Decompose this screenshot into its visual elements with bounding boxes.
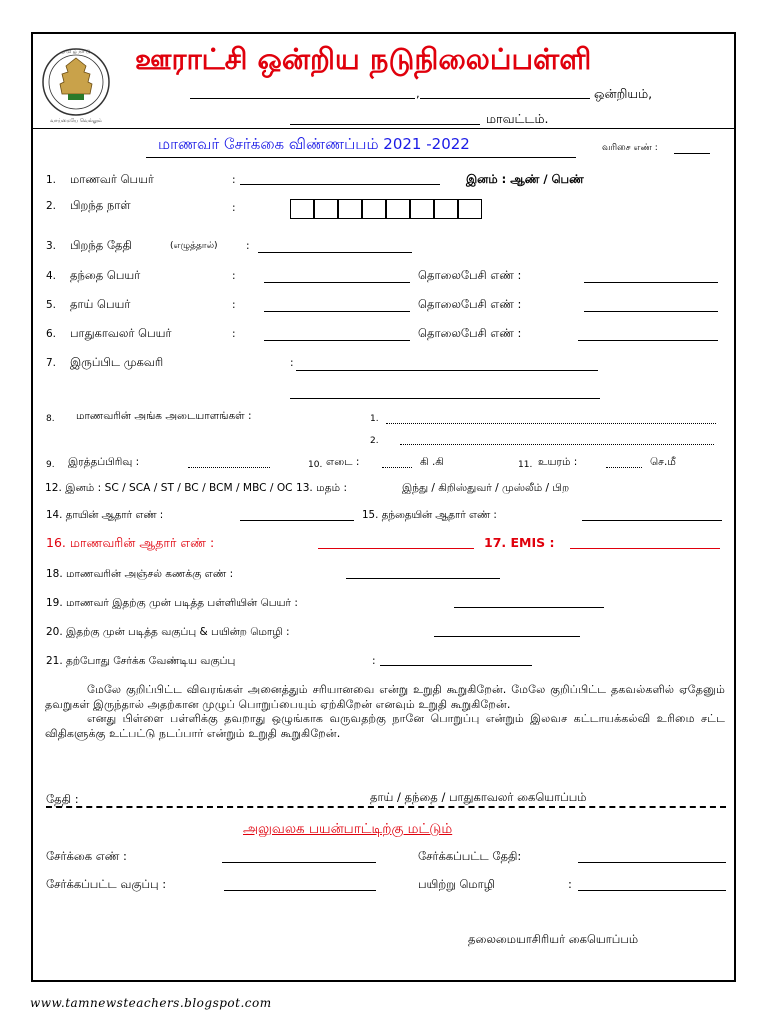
class-to-admit-label: 21. தற்போது சேர்க்க வேண்டிய வகுப்பு — [46, 655, 236, 667]
address-line-1[interactable] — [296, 370, 598, 371]
father-phone-field[interactable] — [584, 282, 718, 283]
identification-mark-2-field[interactable] — [400, 444, 714, 445]
address-label: இருப்பிட முகவரி — [70, 355, 164, 369]
declaration — [45, 683, 725, 741]
blood-group-field[interactable] — [188, 467, 270, 468]
previous-school-label: 19. மாணவர் இதற்கு முன் படித்த பள்ளியின் பெயர் : — [46, 597, 298, 609]
weight-label: எடை : — [326, 456, 360, 468]
father-aadhaar-field[interactable] — [582, 520, 722, 521]
medium-label: பயிற்று மொழி — [418, 877, 495, 891]
admitted-class-label: சேர்க்கப்பட்ட வகுப்பு : — [46, 877, 167, 891]
student-aadhaar-field[interactable] — [318, 548, 474, 549]
declaration-paragraph-2: எனது பிள்ளை பள்ளிக்கு தவறாது ஒழுங்காக வருவதற்கு நானே பொறுப்பு என்றும் இலவச கட்டாயக்கல்வி உரிமை சட்ட விதிகளுக்கு உட்பட்டு நடப்பார் என்றும் உறுதி கூறுகிறேன். — [45, 712, 725, 740]
father-name-field[interactable] — [264, 282, 410, 283]
date-label: தேதி : — [46, 792, 79, 806]
form-title: மாணவர் சேர்க்கை விண்ணப்பம் 2021 -2022 — [158, 135, 470, 153]
headmaster-signature-label: தலைமையாசிரியர் கையொப்பம் — [468, 932, 639, 946]
height-field[interactable] — [606, 467, 642, 468]
svg-text:த மி ழ் நா டு: த மி ழ் நா டு — [61, 49, 91, 55]
father-aadhaar-label: 15. தந்தையின் ஆதார் எண் : — [362, 509, 497, 521]
dob-words-field[interactable] — [258, 252, 412, 253]
identification-mark-1-field[interactable] — [386, 423, 716, 424]
guardian-name-label: பாதுகாவலர் பெயர் — [70, 326, 172, 340]
student-name-field[interactable] — [240, 184, 440, 185]
emis-label: 17. EMIS : — [484, 535, 555, 550]
admission-date-field[interactable] — [578, 862, 726, 863]
medium-field[interactable] — [578, 890, 726, 891]
mother-aadhaar-field[interactable] — [240, 520, 354, 521]
admission-number-label: சேர்க்கை எண் : — [46, 849, 127, 863]
height-label: உயரம் : — [538, 456, 578, 468]
previous-class-medium-field[interactable] — [434, 636, 580, 637]
weight-field[interactable] — [382, 467, 412, 468]
serial-label: வரிசை எண் : — [602, 143, 658, 153]
dob-words-label: பிறந்த தேதி — [70, 238, 132, 252]
mother-phone-label: தொலைபேசி எண் : — [418, 297, 522, 311]
mother-aadhaar-label: 14. தாயின் ஆதார் எண் : — [46, 509, 164, 521]
tamilnadu-emblem-icon — [40, 44, 112, 124]
student-name-label: மாணவர் பெயர் — [70, 172, 154, 186]
union-label: ஒன்றியம், — [594, 86, 653, 101]
address-line-2[interactable] — [290, 398, 600, 399]
emis-field[interactable] — [570, 548, 720, 549]
father-name-label: தந்தை பெயர் — [70, 268, 141, 282]
class-to-admit-field[interactable] — [380, 665, 532, 666]
mother-name-field[interactable] — [264, 311, 410, 312]
admission-date-label: சேர்க்கப்பட்ட தேதி: — [418, 849, 522, 863]
footer-website: www.tamnewsteachers.blogspot.com — [30, 996, 272, 1010]
dob-label: பிறந்த நாள் — [70, 198, 131, 212]
postal-account-field[interactable] — [346, 578, 500, 579]
community-religion-label: 12. இனம் : SC / SCA / ST / BC / BCM / MBC / OC 13. மதம் : — [45, 482, 348, 494]
identification-marks-label: மாணவரின் அங்க அடையாளங்கள் : — [76, 410, 252, 422]
gender-label: இனம் : ஆண் / பெண் — [466, 172, 584, 186]
religion-options: இந்து / கிறிஸ்துவர் / முஸ்லீம் / பிற — [402, 482, 570, 494]
student-aadhaar-label: 16. மாணவரின் ஆதார் எண் : — [46, 535, 215, 550]
guardian-phone-label: தொலைபேசி எண் : — [418, 326, 522, 340]
admission-number-field[interactable] — [222, 862, 376, 863]
father-phone-label: தொலைபேசி எண் : — [418, 268, 522, 282]
guardian-name-field[interactable] — [264, 340, 410, 341]
district-label: மாவட்டம். — [486, 111, 549, 126]
postal-account-label: 18. மாணவரின் அஞ்சல் கணக்கு எண் : — [46, 568, 234, 580]
guardian-phone-field[interactable] — [578, 340, 718, 341]
parent-signature-label: தாய் / தந்தை / பாதுகாவலர் கையொப்பம் — [370, 790, 587, 804]
admitted-class-field[interactable] — [224, 890, 376, 891]
svg-text:வாய்மையே வெல்லும்: வாய்மையே வெல்லும் — [50, 118, 102, 124]
mother-name-label: தாய் பெயர் — [70, 297, 131, 311]
blood-group-label: இரத்தப்பிரிவு : — [68, 456, 140, 468]
declaration-paragraph-1: மேலே குறிப்பிட்ட விவரங்கள் அனைத்தும் சரியானவை என்று உறுதி கூறுகிறேன். மேலே குறிப்பிட்ட தகவல்களில் ஏதேனும் தவறுகள் இருந்தால் அதற்கான முழுப் பொறுப்பையும் ஏற்கிறேன் எனவும் உறுதி கூறுகிறேன். — [45, 683, 725, 711]
office-use-title: அலுவலக பயன்பாட்டிற்கு மட்டும் — [243, 821, 453, 837]
previous-class-medium-label: 20. இதற்கு முன் படித்த வகுப்பு & பயின்ற மொழி : — [46, 626, 290, 638]
mother-phone-field[interactable] — [584, 311, 718, 312]
previous-school-field[interactable] — [454, 607, 604, 608]
school-title: ஊராட்சி ஒன்றிய நடுநிலைப்பள்ளி — [135, 42, 592, 76]
